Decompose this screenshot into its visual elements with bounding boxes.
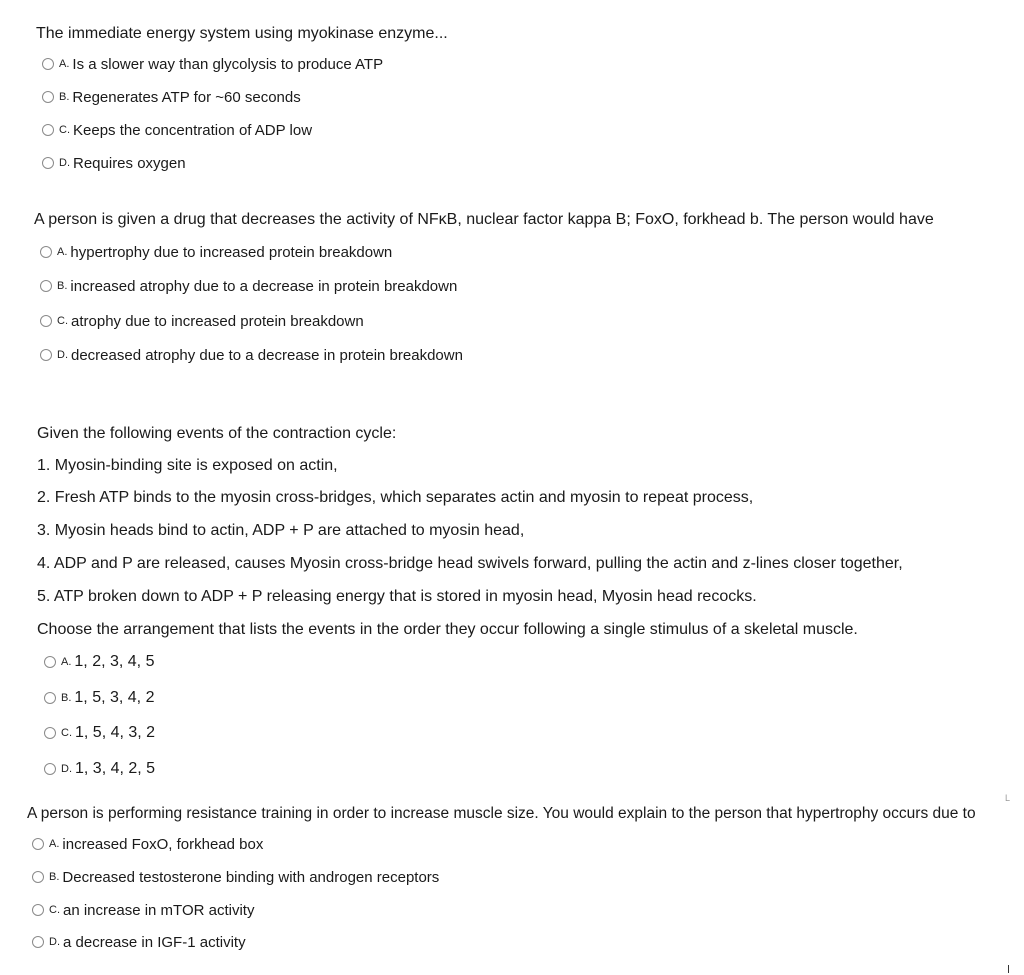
question-2-stem: A person is given a drug that decreases the activity of NFκB, nuclear factor kappa B; FoxO, forkhead b. The person would have bbox=[34, 211, 934, 228]
option-letter: D. bbox=[49, 936, 60, 948]
q1-option-c[interactable] bbox=[42, 120, 312, 140]
option-letter: A. bbox=[59, 58, 70, 70]
radio-button[interactable] bbox=[44, 692, 56, 704]
question-4-stem: A person is performing resistance training in order to increase muscle size. You would explain to the person that hypertrophy occurs due to bbox=[27, 805, 976, 822]
radio-button[interactable] bbox=[42, 124, 54, 136]
radio-button[interactable] bbox=[40, 280, 52, 292]
q2-option-b[interactable] bbox=[40, 276, 457, 296]
question-3-line-1: Given the following events of the contraction cycle: bbox=[37, 425, 397, 442]
q3-option-d[interactable] bbox=[44, 759, 155, 779]
q4-option-d[interactable] bbox=[32, 932, 246, 952]
radio-button[interactable] bbox=[32, 871, 44, 883]
option-text: Is a slower way than glycolysis to produce ATP bbox=[72, 55, 384, 73]
question-3-event-4: 4. ADP and P are released, causes Myosin cross-bridge head swivels forward, pulling the actin and z-lines closer together, bbox=[37, 555, 903, 572]
q2-option-d[interactable] bbox=[40, 345, 463, 365]
radio-button[interactable] bbox=[40, 315, 52, 327]
option-text: Decreased testosterone binding with androgen receptors bbox=[62, 868, 440, 886]
option-letter: B. bbox=[57, 280, 68, 292]
q2-option-a[interactable] bbox=[40, 242, 392, 262]
radio-button[interactable] bbox=[42, 157, 54, 169]
q4-option-a[interactable] bbox=[32, 834, 263, 854]
option-letter: B. bbox=[49, 871, 60, 883]
option-letter: A. bbox=[61, 656, 72, 668]
option-text: increased FoxO, forkhead box bbox=[62, 835, 264, 853]
q4-option-b[interactable] bbox=[32, 867, 439, 887]
option-text: 1, 5, 3, 4, 2 bbox=[74, 689, 155, 706]
option-letter: C. bbox=[59, 124, 70, 136]
radio-button[interactable] bbox=[32, 936, 44, 948]
question-3-event-3: 3. Myosin heads bind to actin, ADP + P are attached to myosin head, bbox=[37, 522, 525, 539]
option-text: increased atrophy due to a decrease in protein breakdown bbox=[70, 277, 458, 295]
option-text: a decrease in IGF-1 activity bbox=[63, 933, 246, 951]
question-3-event-2: 2. Fresh ATP binds to the myosin cross-bridges, which separates actin and myosin to repeat process, bbox=[37, 489, 754, 506]
option-letter: D. bbox=[57, 349, 68, 361]
q3-option-c[interactable] bbox=[44, 723, 155, 743]
option-text: decreased atrophy due to a decrease in protein breakdown bbox=[71, 346, 463, 364]
radio-button[interactable] bbox=[32, 904, 44, 916]
option-letter: C. bbox=[57, 315, 68, 327]
q1-option-b[interactable] bbox=[42, 87, 301, 107]
option-text: hypertrophy due to increased protein breakdown bbox=[70, 243, 393, 261]
option-text: Requires oxygen bbox=[73, 154, 186, 172]
q3-option-b[interactable] bbox=[44, 688, 154, 708]
q4-option-c[interactable] bbox=[32, 900, 254, 920]
radio-button[interactable] bbox=[44, 656, 56, 668]
radio-button[interactable] bbox=[42, 91, 54, 103]
option-letter: B. bbox=[59, 91, 70, 103]
radio-button[interactable] bbox=[42, 58, 54, 70]
q1-option-d[interactable] bbox=[42, 153, 186, 173]
option-letter: C. bbox=[61, 727, 72, 739]
question-3-event-1: 1. Myosin-binding site is exposed on actin, bbox=[37, 457, 338, 474]
option-letter: A. bbox=[57, 246, 68, 258]
option-letter: D. bbox=[61, 763, 72, 775]
option-text: Keeps the concentration of ADP low bbox=[73, 121, 313, 139]
option-text: Regenerates ATP for ~60 seconds bbox=[72, 88, 301, 106]
q3-option-a[interactable] bbox=[44, 652, 154, 672]
option-letter: C. bbox=[49, 904, 60, 916]
radio-button[interactable] bbox=[40, 349, 52, 361]
question-3-prompt: Choose the arrangement that lists the events in the order they occur following a single stimulus of a skeletal muscle. bbox=[37, 621, 858, 638]
q1-option-a[interactable] bbox=[42, 54, 383, 74]
option-text: 1, 5, 4, 3, 2 bbox=[75, 724, 156, 741]
option-text: 1, 2, 3, 4, 5 bbox=[74, 653, 155, 670]
radio-button[interactable] bbox=[40, 246, 52, 258]
q2-option-c[interactable] bbox=[40, 311, 364, 331]
corner-marker: L bbox=[1005, 793, 1011, 803]
option-text: atrophy due to increased protein breakdown bbox=[71, 312, 364, 330]
radio-button[interactable] bbox=[32, 838, 44, 850]
scroll-tick-mark bbox=[1008, 965, 1009, 973]
option-text: an increase in mTOR activity bbox=[63, 901, 255, 919]
option-letter: D. bbox=[59, 157, 70, 169]
option-letter: A. bbox=[49, 838, 60, 850]
option-text: 1, 3, 4, 2, 5 bbox=[75, 760, 156, 777]
question-3-event-5: 5. ATP broken down to ADP + P releasing energy that is stored in myosin head, Myosin head recocks. bbox=[37, 588, 757, 605]
radio-button[interactable] bbox=[44, 763, 56, 775]
option-letter: B. bbox=[61, 692, 72, 704]
question-1-stem: The immediate energy system using myokinase enzyme... bbox=[36, 25, 448, 42]
radio-button[interactable] bbox=[44, 727, 56, 739]
